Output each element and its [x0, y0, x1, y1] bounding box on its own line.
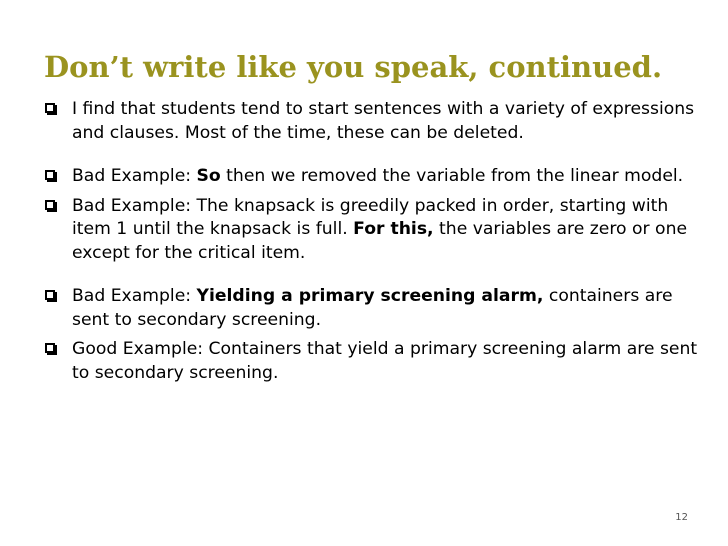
- bullet-prefix: Bad Example:: [72, 166, 197, 186]
- square-bullet-icon: [45, 103, 55, 113]
- square-bullet-icon: [45, 200, 55, 210]
- bullet-prefix: Bad Example: The knapsack is greedily packed in order, starting with item 1 until the knapsack is full.: [72, 195, 669, 239]
- bullet-bold-phrase: Yielding a primary screening alarm,: [196, 286, 544, 306]
- square-bullet-icon: [45, 343, 55, 353]
- bullet-bold-phrase: So: [196, 166, 221, 186]
- square-bullet-icon: [45, 290, 55, 300]
- bullet-suffix: containers are sent to secondary screening.: [72, 286, 673, 330]
- bullet-item-good-example: [44, 338, 704, 385]
- bullet-text: I find that students tend to start sentences with a variety of expressions and clauses. Most of the time, these can be deleted.: [72, 99, 695, 143]
- bullet-list: [44, 98, 704, 385]
- square-bullet-icon: [45, 170, 55, 180]
- bullet-item-bad-example-so: [44, 165, 704, 189]
- bullet-text: Good Example: Containers that yield a primary screening alarm are sent to secondary screening.: [72, 339, 698, 383]
- bullet-item-bad-example-for-this: [44, 195, 704, 266]
- bullet-item-intro: [44, 98, 704, 145]
- page-number: 12: [675, 512, 688, 523]
- bullet-item-bad-example-yielding: [44, 285, 704, 332]
- bullet-suffix: the variables are zero or one except for the critical item.: [72, 219, 688, 263]
- bullet-prefix: Bad Example:: [72, 286, 197, 306]
- bullet-suffix: then we removed the variable from the linear model.: [220, 166, 684, 186]
- bullet-bold-phrase: For this,: [353, 219, 434, 239]
- slide-title: Don’t write like you speak, continued.: [44, 50, 663, 84]
